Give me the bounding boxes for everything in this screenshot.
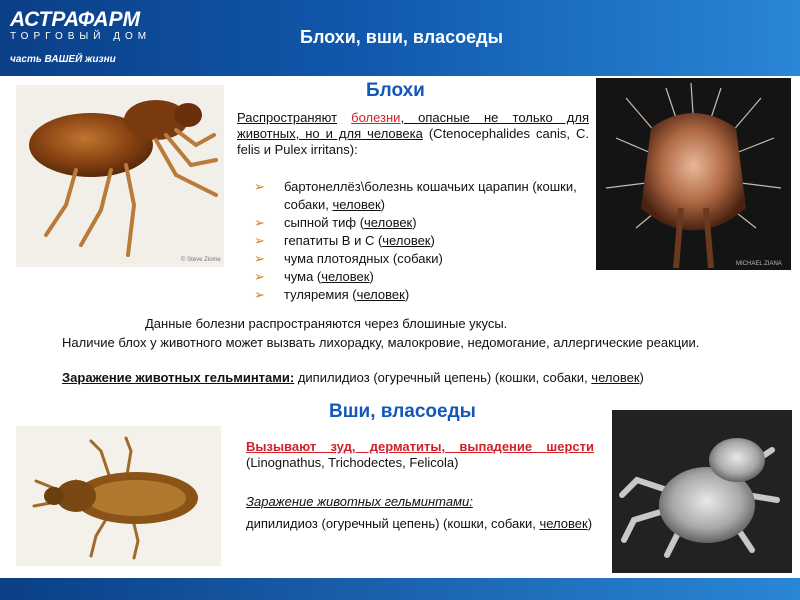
logo-tagline: часть ВАШЕЙ жизни bbox=[10, 54, 116, 65]
lice-helminth-label-text: Заражение животных гельминтами: bbox=[246, 494, 473, 509]
fleas-helminth-disease: дипилидиоз (огуречный цепень) (кошки, собаки, bbox=[294, 370, 592, 385]
disease-text: туляремия ( bbox=[284, 287, 357, 302]
intro-diseases: болезни bbox=[351, 110, 401, 125]
company-logo bbox=[10, 8, 151, 65]
louse-sem-photo bbox=[612, 410, 792, 573]
lice-effects-red: Вызывают зуд, дерматиты, выпадение шерсти bbox=[246, 439, 594, 454]
disease-text: гепатиты В и С ( bbox=[284, 233, 383, 248]
list-item bbox=[254, 250, 590, 268]
header-bar bbox=[0, 0, 800, 76]
disease-text: бартонеллёз\болезнь кошачьих царапин (кошки, собаки, bbox=[284, 179, 577, 212]
logo-brand: АСТРАФАРМ bbox=[10, 8, 141, 31]
flea-head-photo-credit: MICHAEL ZIANA bbox=[736, 261, 782, 267]
lice-helminth-disease: дипилидиоз (огуречный цепень) (кошки, собаки, bbox=[246, 516, 540, 531]
intro-dangerous: , опасные не только для животных, но и для человека bbox=[237, 110, 589, 141]
lice-helminth-host: человек bbox=[539, 516, 588, 531]
disease-after: ) bbox=[404, 287, 410, 302]
lice-helminth-text bbox=[246, 514, 596, 534]
fleas-helminth-end: ) bbox=[639, 370, 644, 385]
transmission-text: Данные болезни распространяются через блошиные укусы. bbox=[145, 316, 508, 331]
arrow-bullet-icon: ➢ bbox=[254, 287, 265, 302]
disease-after: ) bbox=[430, 233, 435, 248]
disease-host: человек bbox=[321, 269, 370, 284]
list-item bbox=[254, 286, 590, 304]
disease-host: человек bbox=[332, 197, 381, 212]
list-item bbox=[254, 178, 590, 214]
list-item bbox=[254, 268, 590, 286]
fleas-heading: Блохи bbox=[366, 80, 425, 101]
fleas-helminth-host: человек bbox=[591, 370, 640, 385]
disease-text: чума ( bbox=[284, 269, 322, 284]
disease-after: ) bbox=[412, 215, 417, 230]
disease-text: чума плотоядных (собаки) bbox=[284, 251, 443, 266]
arrow-bullet-icon: ➢ bbox=[254, 269, 265, 284]
disease-host: человек bbox=[356, 287, 405, 302]
slide-title: Блохи, вши, власоеды bbox=[300, 27, 503, 47]
logo-subtitle: ТОРГОВЫЙ ДОМ bbox=[10, 31, 152, 42]
flea-photo bbox=[16, 85, 224, 267]
intro-species: (Ctenocephalides canis, C. felis и Pulex irritans): bbox=[237, 126, 589, 157]
lice-helminth-end: ) bbox=[587, 516, 593, 531]
lice-effects bbox=[246, 439, 594, 471]
symptoms-text: Наличие блох у животного может вызвать лихорадку, малокровие, недомогание, аллергические реакции. bbox=[62, 335, 700, 350]
footer-bar bbox=[0, 578, 800, 600]
arrow-bullet-icon: ➢ bbox=[254, 179, 265, 194]
arrow-bullet-icon: ➢ bbox=[254, 251, 265, 266]
fleas-helminth-label: Заражение животных гельминтами: bbox=[62, 370, 295, 385]
fleas-helminth-text bbox=[62, 370, 782, 386]
disease-host: человек bbox=[364, 215, 413, 230]
lice-heading: Вши, власоеды bbox=[329, 401, 476, 422]
list-item bbox=[254, 214, 590, 232]
intro-verb: Распространяют bbox=[237, 110, 338, 125]
arrow-bullet-icon: ➢ bbox=[254, 215, 265, 230]
lice-helminth-label bbox=[246, 494, 596, 510]
list-item bbox=[254, 232, 590, 250]
disease-text: сыпной тиф ( bbox=[284, 215, 365, 230]
flea-head-photo bbox=[596, 78, 791, 270]
louse-photo bbox=[16, 426, 221, 566]
arrow-bullet-icon: ➢ bbox=[254, 233, 265, 248]
flea-photo-credit: © Steve Ziome bbox=[181, 257, 221, 263]
fleas-intro bbox=[237, 110, 589, 158]
disease-host: человек bbox=[382, 233, 431, 248]
disease-list bbox=[254, 178, 590, 304]
disease-after: ) bbox=[369, 269, 374, 284]
lice-species: (Linognathus, Trichodectes, Felicola) bbox=[246, 455, 459, 470]
disease-after: ) bbox=[380, 197, 385, 212]
